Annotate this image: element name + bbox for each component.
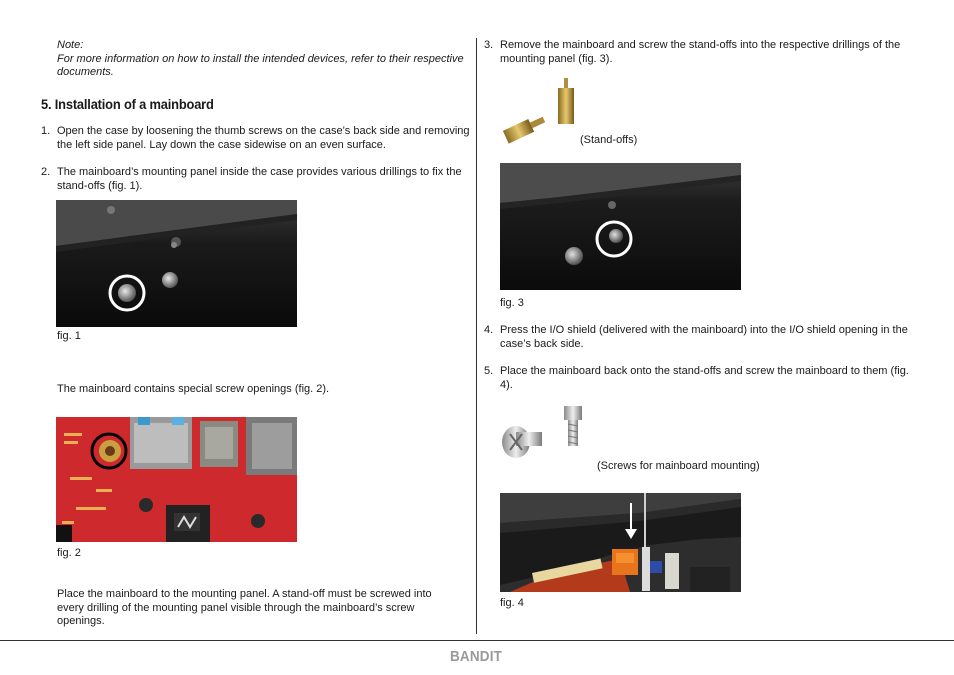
- footer-brand: BANDIT: [450, 648, 503, 665]
- step-number: 5.: [484, 365, 494, 377]
- section-heading: 5. Installation of a mainboard: [41, 96, 214, 112]
- fig3-caption: fig. 3: [500, 297, 524, 309]
- column-divider: [476, 38, 477, 634]
- screws-label: (Screws for mainboard mounting): [597, 460, 760, 472]
- fig1-caption: fig. 1: [57, 330, 81, 342]
- step-number: 4.: [484, 324, 494, 336]
- step-number: 1.: [41, 125, 51, 137]
- fig2-photo: [56, 417, 297, 542]
- fig1-photo: [56, 200, 297, 327]
- standoffs-image: [500, 78, 585, 146]
- fig4-photo: [500, 493, 741, 592]
- note-block: [57, 39, 467, 80]
- step-2: [41, 166, 471, 193]
- step-4: [484, 324, 914, 351]
- step-number: 3.: [484, 39, 494, 51]
- standoffs-label: (Stand-offs): [580, 134, 638, 146]
- paragraph-place-mainboard: Place the mainboard to the mounting panel. A stand-off must be screwed into every drilling of the mounting panel visible through the mainboard’s screw openings.: [57, 588, 432, 627]
- step-text: Remove the mainboard and screw the stand-offs into the respective drillings of the mounting panel (fig. 3).: [500, 39, 901, 65]
- footer-rule: [0, 640, 954, 641]
- step-5: [484, 365, 914, 392]
- fig3-photo: [500, 163, 741, 290]
- step-text: The mainboard’s mounting panel inside the case provides various drillings to fix the stand-offs (fig. 1).: [57, 166, 462, 192]
- screws-image: [500, 404, 590, 474]
- step-number: 2.: [41, 166, 51, 178]
- step-1: [41, 125, 471, 152]
- step-text: Place the mainboard back onto the stand-offs and screw the mainboard to them (fig. 4).: [500, 365, 909, 391]
- note-text: For more information on how to install the intended devices, refer to their respective documents.: [57, 52, 464, 78]
- fig4-caption: fig. 4: [500, 597, 524, 609]
- paragraph-screw-openings: The mainboard contains special screw openings (fig. 2).: [57, 383, 330, 395]
- note-label: Note:: [57, 39, 84, 51]
- step-text: Press the I/O shield (delivered with the mainboard) into the I/O shield opening in the case’s back side.: [500, 324, 908, 350]
- fig2-caption: fig. 2: [57, 547, 81, 559]
- step-text: Open the case by loosening the thumb screws on the case’s back side and removing the left side panel. Lay down the case sidewise on an even surface.: [57, 125, 470, 151]
- step-3: [484, 39, 914, 66]
